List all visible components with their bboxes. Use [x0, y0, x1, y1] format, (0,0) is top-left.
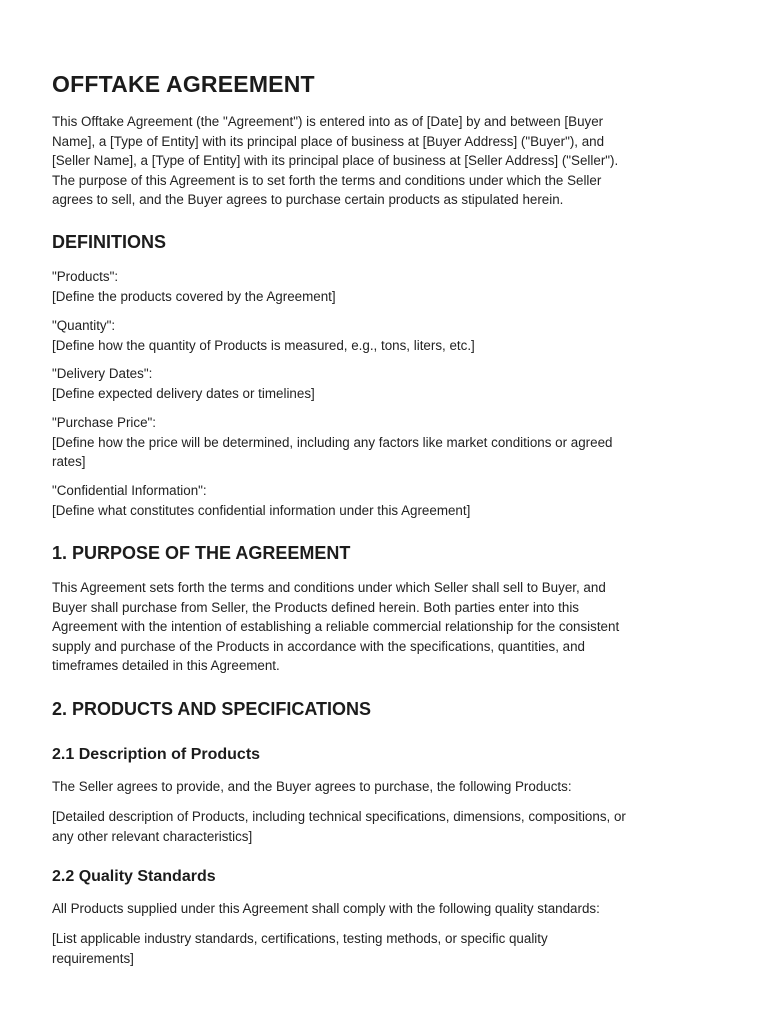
- section2-2-intro: [52, 899, 724, 919]
- section2-2-heading: 2.2 Quality Standards: [52, 868, 216, 885]
- paragraph-line: supply and purchase of the Products in accordance with the specifications, quantities, and: [52, 638, 585, 654]
- definition-term: "Products":: [52, 269, 119, 284]
- paragraph-line: [List applicable industry standards, certifications, testing methods, or specific quality: [52, 931, 548, 946]
- definition-quantity: [52, 316, 724, 355]
- section1-heading: 1. PURPOSE OF THE AGREEMENT: [52, 543, 351, 563]
- definition-text: [Define what constitutes confidential information under this Agreement]: [52, 502, 471, 518]
- intro-line: The purpose of this Agreement is to set forth the terms and conditions under which the Seller: [52, 172, 602, 188]
- paragraph-line: [Detailed description of Products, including technical specifications, dimensions, compositions, or: [52, 809, 626, 824]
- intro-line: Name], a [Type of Entity] with its principal place of business at [Buyer Address] ("Buyer"), and: [52, 133, 605, 149]
- definition-term: "Confidential Information":: [52, 483, 207, 498]
- paragraph-line: any other relevant characteristics]: [52, 828, 253, 844]
- definition-text: [Define how the price will be determined, including any factors like market conditions or agreed: [52, 434, 613, 450]
- definition-term: "Delivery Dates":: [52, 366, 153, 381]
- intro-paragraph: [52, 112, 724, 210]
- definition-products: [52, 267, 724, 306]
- paragraph-line: requirements]: [52, 950, 134, 966]
- definition-text: rates]: [52, 454, 86, 469]
- paragraph-line: This Agreement sets forth the terms and conditions under which Seller shall sell to Buyer, and: [52, 580, 606, 595]
- definition-confidential-information: [52, 481, 724, 520]
- section2-heading: 2. PRODUCTS AND SPECIFICATIONS: [52, 699, 372, 719]
- paragraph-line: timeframes detailed in this Agreement.: [52, 658, 280, 673]
- section2-2-standards: [52, 929, 724, 968]
- intro-line: This Offtake Agreement (the "Agreement") is entered into as of [Date] by and between [Buyer: [52, 114, 604, 129]
- paragraph-line: All Products supplied under this Agreement shall comply with the following quality standards:: [52, 901, 600, 916]
- document-title: OFFTAKE AGREEMENT: [52, 71, 315, 97]
- definition-term: "Purchase Price":: [52, 415, 157, 430]
- section1-paragraph: [52, 578, 724, 676]
- paragraph-line: The Seller agrees to provide, and the Buyer agrees to purchase, the following Products:: [52, 779, 572, 794]
- definition-purchase-price: [52, 413, 724, 472]
- paragraph-line: Buyer shall purchase from Seller, the Products defined herein. Both parties enter into this: [52, 599, 579, 615]
- definition-delivery-dates: [52, 364, 724, 403]
- definitions-heading: DEFINITIONS: [52, 232, 167, 252]
- section2-1-heading: 2.1 Description of Products: [52, 746, 261, 763]
- section2-1-description: [52, 807, 724, 846]
- definition-text: [Define the products covered by the Agreement]: [52, 288, 336, 304]
- section2-1-intro: [52, 777, 724, 797]
- definition-text: [Define expected delivery dates or timelines]: [52, 385, 315, 401]
- paragraph-line: Agreement with the intention of establishing a reliable commercial relationship for the consistent: [52, 619, 620, 634]
- definition-text: [Define how the quantity of Products is measured, e.g., tons, liters, etc.]: [52, 337, 475, 353]
- definition-term: "Quantity":: [52, 318, 116, 333]
- intro-line: [Seller Name], a [Type of Entity] with its principal place of business at [Seller Address] ("Seller").: [52, 153, 619, 168]
- intro-line: agrees to sell, and the Buyer agrees to purchase certain products as stipulated herein.: [52, 192, 564, 207]
